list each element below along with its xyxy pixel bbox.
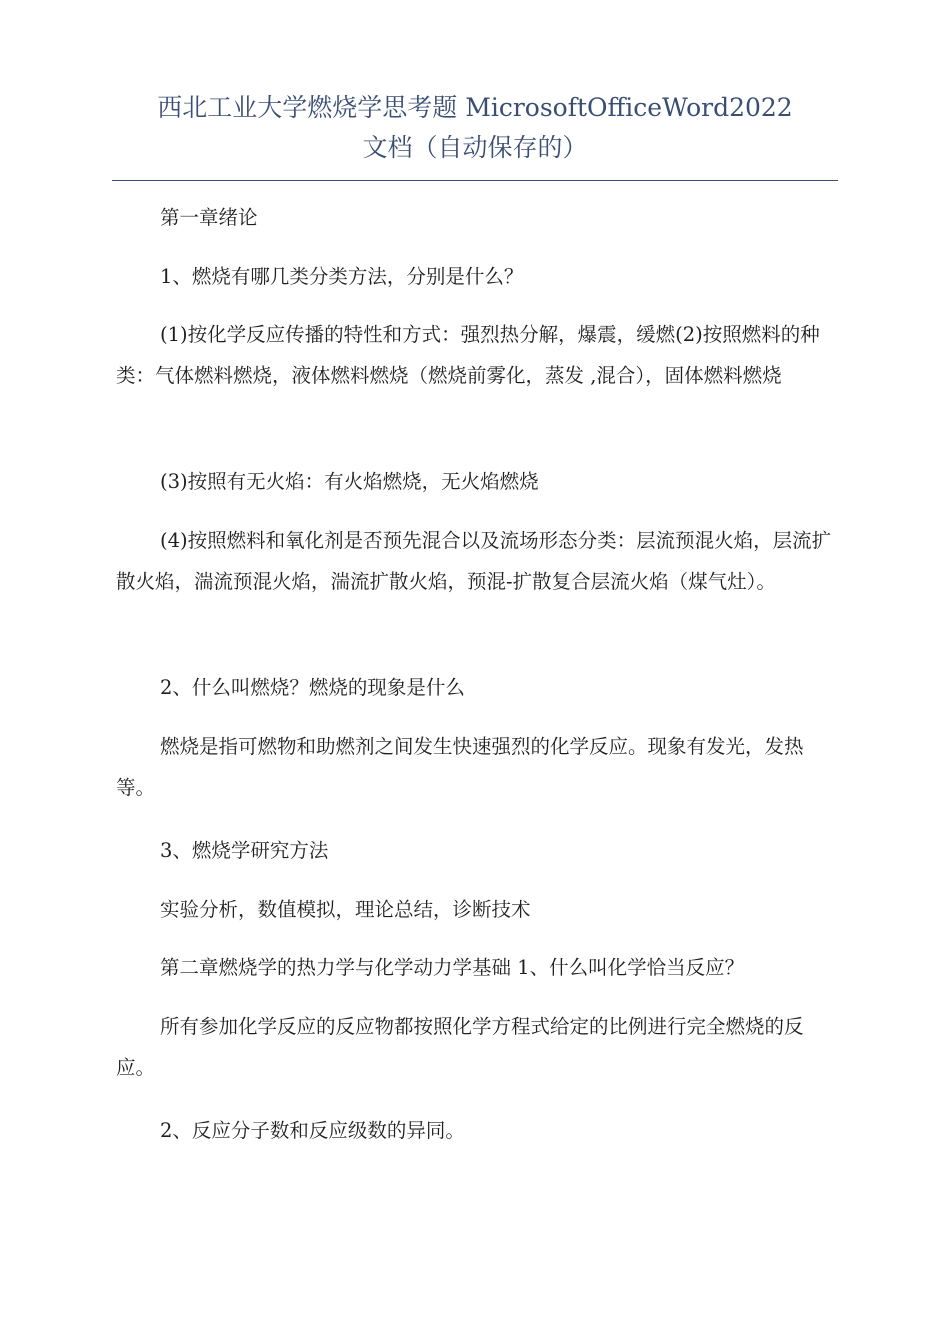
document-title [112,88,838,168]
answer-paragraph: 所有参加化学反应的反应物都按照化学方程式给定的比例进行完全燃烧的反应。 [116,1015,804,1079]
question-paragraph: 3、燃烧学研究方法 [160,839,329,862]
answer-paragraph: 燃烧是指可燃物和助燃剂之间发生快速强烈的化学反应。现象有发光，发热等。 [116,735,804,799]
title-line-2: 文档（自动保存的） [362,133,588,162]
question-paragraph: 1、燃烧有哪几类分类方法，分别是什么？ [160,265,524,288]
title-divider [112,180,838,181]
answer-paragraph: (1)按化学反应传播的特性和方式：强烈热分解，爆震，缓燃(2)按照燃料的种类：气体燃料燃烧，液体燃料燃烧（燃烧前雾化，蒸发 ,混合），固体燃料燃烧 [116,323,820,387]
chapter-heading: 第二章燃烧学的热力学与化学动力学基础 1、什么叫化学恰当反应？ [160,956,745,979]
question-paragraph: 2、什么叫燃烧？燃烧的现象是什么 [160,676,465,699]
chapter-heading: 第一章绪论 [160,206,258,229]
answer-paragraph: (4)按照燃料和氧化剂是否预先混合以及流场形态分类：层流预混火焰，层流扩散火焰，湍流预混火焰，湍流扩散火焰，预混-扩散复合层流火焰（煤气灶）。 [116,529,832,593]
title-line-1: 西北工业大学燃烧学思考题 MicrosoftOfficeWord2022 [157,93,793,122]
question-paragraph: 2、反应分子数和反应级数的异同。 [160,1119,465,1142]
answer-paragraph: 实验分析，数值模拟，理论总结，诊断技术 [160,898,531,921]
answer-paragraph: (3)按照有无火焰：有火焰燃烧，无火焰燃烧 [160,470,539,493]
